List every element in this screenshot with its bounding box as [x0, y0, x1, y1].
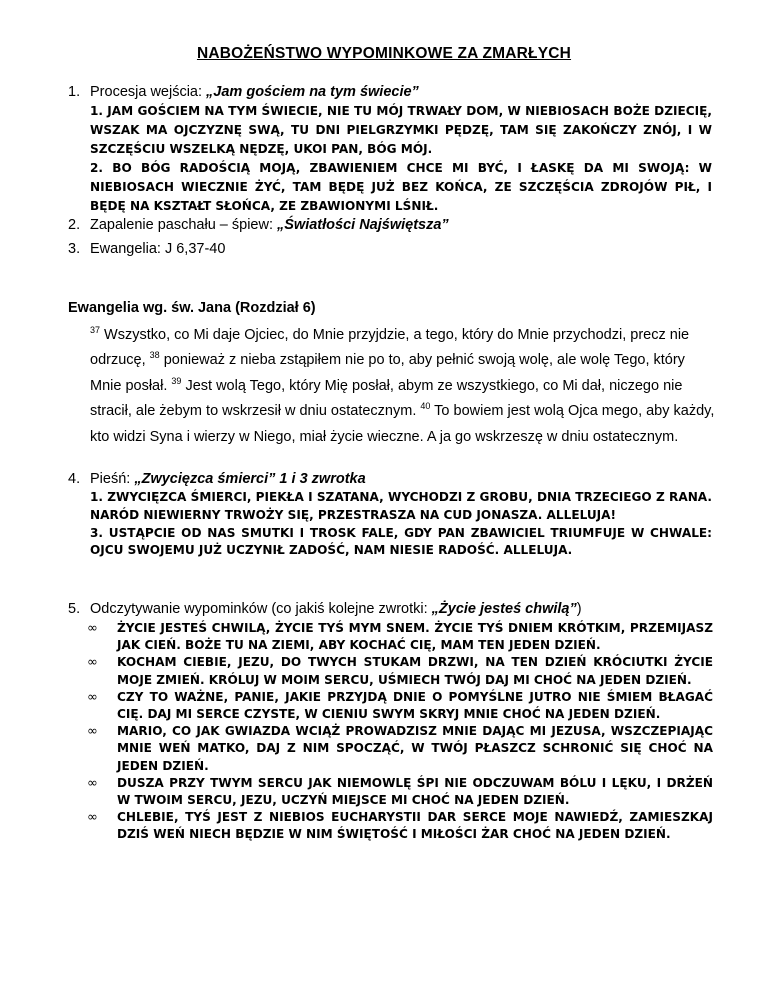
song-lyrics-zwyciezca [90, 489, 712, 560]
infinity-bullet-icon: ∞ [87, 810, 98, 826]
infinity-bullet-icon: ∞ [87, 621, 98, 636]
list-item: ∞ DUSZA PRZY TWYM SERCU JAK NIEMOWLĘ ŚPI NIE ODCZUWAM BÓLU I LĘKU, I DRŻEŃ W TWOIM SERCU, JEZU, UCZYŃ MIEJSCE MI CHOĆ NA JEDEN DZIEŃ. [87, 775, 713, 808]
item-number: 1. [68, 84, 81, 100]
list-item-4 [68, 470, 708, 489]
infinity-bullet-icon: ∞ [87, 724, 98, 740]
verse-text: Wszystko, co Mi daje Ojciec, do Mnie przyjdzie, a tego, który do Mnie przychodzi, precz nie odrzucę, [90, 327, 690, 369]
song-verse-1: 1. ZWYCIĘZCA ŚMIERCI, PIEKŁA I SZATANA, WYCHODZI Z GROBU, DNIA TRZECIEGO Z RANA. NARÓD NIEWIERNY TRWOŻY SIĘ, PRZESTRASZA NA CUD JONASZA. ALLELUJA! [90, 490, 712, 522]
gospel-text [90, 323, 720, 450]
verse-text: ponieważ z nieba zstąpiłem nie po to, aby pełnić swoją wolę, ale wolę Tego, który Mnie posłał. [90, 352, 685, 394]
item-tail: ) [576, 601, 582, 617]
list-item: ∞ CZY TO WAŻNE, PANIE, JAKIE PRZYJDĄ DNIE O POMYŚLNE JUTRO NIE ŚMIEM BŁAGAĆ CIĘ. DAJ MI SERCE CZYSTE, W CIENIU SWYM SKRYJ MNIE CHOĆ NA JEDEN DZIEŃ. [87, 689, 713, 722]
page-title: NABOŻEŃSTWO WYPOMINKOWE ZA ZMARŁYCH [196, 45, 572, 62]
infinity-bullet-icon: ∞ [87, 655, 98, 671]
verse-number: 37 [90, 325, 101, 335]
list-item-5 [68, 600, 708, 619]
item-text: Ewangelia: J 6,37-40 [90, 241, 226, 257]
verse-number: 38 [149, 350, 160, 361]
gospel-heading: Ewangelia wg. św. Jana (Rozdział 6) [68, 300, 316, 316]
song-lyrics-jam-gosciem [90, 102, 712, 216]
item-number: 2. [68, 217, 81, 233]
list-item-2 [68, 216, 708, 235]
item-text: Procesja wejścia: [90, 84, 207, 100]
verse-text: Jest wolą Tego, który Mię posłał, abym ze wszystkiego, co Mi dał, niczego nie stracił, ale żebym to wskrzesił w dniu ostatecznym. [90, 377, 683, 420]
list-item: ∞ KOCHAM CIEBIE, JEZU, DO TWYCH STUKAM DRZWI, NA TEN DZIEŃ KRÓCIUTKI ŻYCIE MOJE ZMIEŃ. KRÓLUJ W MOIM SERCU, UŚMIECH TWÓJ DAJ MI CHOĆ NA JEDEN DZIEŃ. [87, 655, 713, 687]
item-number: 4. [68, 471, 81, 487]
song-verse-2: 2. BO BÓG RADOŚCIĄ MOJĄ, ZBAWIENIEM CHCE MI BYĆ, I ŁASKĘ DA MI SWOJĄ: W NIEBIOSACH WIECZNIE ŻYĆ, TAM BĘDĘ JUŻ BEZ KOŃCA, ZE SZCZĘŚCIA ZDROJÓW PIŁ, I BĘDĘ NA KSZTAŁT SŁOŃCA, ZE ZBAWIONYMI LŚNIŁ. [90, 161, 712, 213]
item-text: Zapalenie paschału – śpiew: [90, 217, 278, 233]
list-item: ∞ ŻYCIE JESTEŚ CHWILĄ, ŻYCIE TYŚ MYM SNEM. ŻYCIE TYŚ DNIEM KRÓTKIM, PRZEMIJASZ JAK CIEŃ. BOŻE TU NA ZIEMI, ABY KOCHAĆ CIĘ, MAM TEN JEDEN DZIEŃ. [87, 621, 713, 653]
infinity-bullet-icon: ∞ [87, 775, 98, 791]
song-verse-3: 3. USTĄPCIE OD NAS SMUTKI I TROSK FALE, GDY PAN ZBAWICIEL TRIUMFUJE W CHWALE: OJCU SWOJEMU JUŻ UCZYNIŁ ZADOŚĆ, NAM NIESIE RADOŚĆ. ALLELUJA. [90, 525, 712, 558]
song-verse-1: 1. JAM GOŚCIEM NA TYM ŚWIECIE, NIE TU MÓJ TRWAŁY DOM, W NIEBIOSACH BOŻE DZIECIĘ, WSZAK MA OJCZYZNĘ SWĄ, TU DNI PIELGRZYMKI PĘDZĘ, TAM SIĘ ZAKOŃCZY ZNÓJ, I W SZCZĘŚCIU WSZELKĄ NĘDZĘ, UKOI PAN, BÓG MÓJ. [90, 104, 712, 156]
item-emphasis: „Jam gościem na tym świecie” [206, 84, 419, 100]
item-emphasis: „Zwycięzca śmierci” 1 i 3 zwrotka [134, 471, 366, 487]
item-text: Pieśń: [90, 471, 135, 487]
item-number: 5. [68, 601, 81, 617]
verse-number: 40 [420, 401, 431, 412]
item-emphasis: „Światłości Najświętsza” [277, 217, 449, 233]
stanza-list [87, 620, 713, 844]
list-item: ∞ CHLEBIE, TYŚ JEST Z NIEBIOS EUCHARYSTII DAR SERCE MOJE NAWIEDŹ, ZAMIESZKAJ DZIŚ WEŃ NIECH BĘDZIE W NIM ŚWIĘTOŚĆ I MIŁOŚCI ŻAR CHOĆ NA JEDEN DZIEŃ. [87, 810, 713, 842]
list-item: ∞ MARIO, CO JAK GWIAZDA WCIĄŻ PROWADZISZ MNIE DAJĄC MI JEZUSA, WSZCZEPIAJĄC MNIE WEŃ MATKO, DAJ Z NIM SPOCZĄĆ, W TWÓJ PŁASZCZ SCHRONIĆ SIĘ CHOĆ NA JEDEN DZIEŃ. [87, 724, 713, 773]
item-text: Odczytywanie wypominków (co jakiś kolejne zwrotki: [90, 601, 432, 617]
item-emphasis: „Życie jesteś chwilą” [431, 601, 577, 617]
infinity-bullet-icon: ∞ [87, 689, 98, 705]
list-item-3 [68, 240, 708, 259]
list-item-1 [68, 83, 708, 102]
item-number: 3. [68, 241, 81, 257]
verse-number: 39 [171, 375, 182, 386]
verse-text: To bowiem jest wolą Ojca mego, aby każdy, kto widzi Syna i wierzy w Niego, miał życie wieczne. A ja go wskrzeszę w dniu ostatecznym. [90, 403, 715, 445]
